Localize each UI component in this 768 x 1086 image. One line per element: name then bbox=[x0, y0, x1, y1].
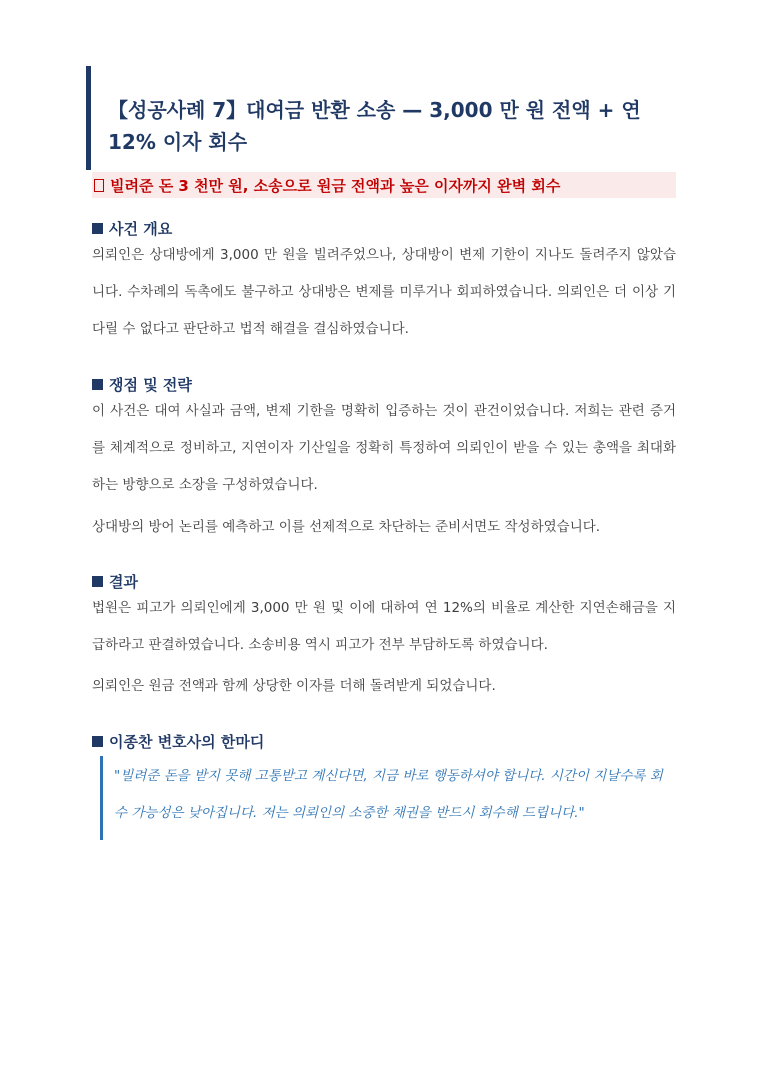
section-heading-text: 쟁점 및 전략 bbox=[109, 376, 192, 394]
title-block bbox=[86, 66, 681, 170]
strategy-paragraph-2: 상대방의 방어 논리를 예측하고 이를 선제적으로 차단하는 준비서면도 작성하였습니다. bbox=[92, 519, 601, 535]
summary-highlight bbox=[92, 172, 676, 198]
square-bullet-icon bbox=[92, 736, 103, 747]
summary-highlight-line bbox=[92, 175, 560, 196]
strategy-paragraph-1: 이 사건은 대여 사실과 금액, 변제 기한을 명확히 입증하는 것이 관건이었습니다. 저희는 관련 증거를 체계적으로 정비하고, 지연이자 기산일을 정확히 특정하여 의뢰인이 받을 수 있는 총액을 최대화하는 방향으로 소장을 구성하였습니다. bbox=[92, 403, 676, 493]
section-heading-overview bbox=[92, 218, 172, 239]
section-heading-text: 결과 bbox=[109, 573, 138, 591]
result-paragraph-2: 의뢰인은 원금 전액과 함께 상당한 이자를 더해 돌려받게 되었습니다. bbox=[92, 678, 496, 694]
section-heading-text: 사건 개요 bbox=[109, 220, 173, 238]
section-heading-strategy bbox=[92, 374, 192, 395]
page-title: 【성공사례 7】대여금 반환 소송 — 3,000 만 원 전액 + 연 12% 이자 회수 bbox=[108, 98, 641, 154]
square-bullet-icon bbox=[92, 223, 103, 234]
empty-box-icon bbox=[94, 179, 104, 192]
square-bullet-icon bbox=[92, 576, 103, 587]
overview-paragraph: 의뢰인은 상대방에게 3,000 만 원을 빌려주었으나, 상대방이 변제 기한이 지나도 돌려주지 않았습니다. 수차례의 독촉에도 불구하고 상대방은 변제를 미루거나 회피하였습니다. 의뢰인은 더 이상 기다릴 수 없다고 판단하고 법적 해결을 결심하였습니다. bbox=[92, 247, 676, 337]
section-heading-result bbox=[92, 571, 138, 592]
quote-bar bbox=[100, 756, 103, 840]
section-heading-lawyer-comment bbox=[92, 731, 264, 752]
lawyer-quote: "빌려준 돈을 받지 못해 고통받고 계신다면, 지금 바로 행동하셔야 합니다. 시간이 지날수록 회수 가능성은 낮아집니다. 저는 의뢰인의 소중한 채권을 반드시 회수해 드립니다." bbox=[114, 768, 663, 821]
summary-highlight-text: 빌려준 돈 3 천만 원, 소송으로 원금 전액과 높은 이자까지 완벽 회수 bbox=[110, 177, 561, 195]
square-bullet-icon bbox=[92, 379, 103, 390]
section-heading-text: 이종찬 변호사의 한마디 bbox=[109, 733, 265, 751]
result-paragraph-1: 법원은 피고가 의뢰인에게 3,000 만 원 및 이에 대하여 연 12%의 비율로 계산한 지연손해금을 지급하라고 판결하였습니다. 소송비용 역시 피고가 전부 부담하도록 하였습니다. bbox=[92, 600, 676, 653]
